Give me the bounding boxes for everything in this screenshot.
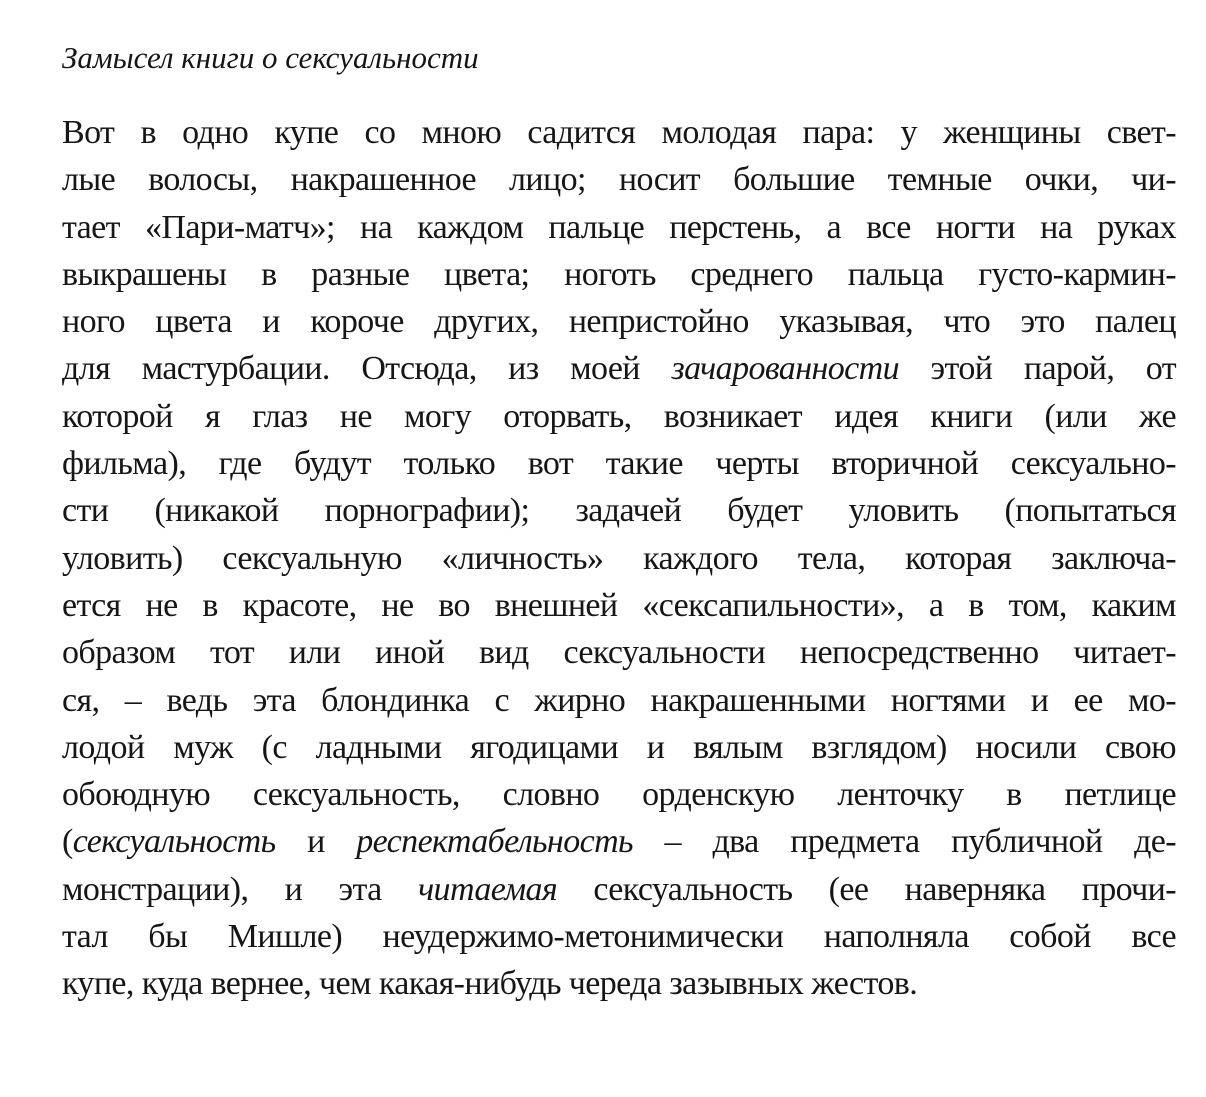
text-line	[62, 771, 1176, 818]
text-segment: лые волосы, накрашенное лицо; носит большие темные очки, чи-	[62, 161, 1176, 199]
italic-emphasis: респектабельность	[356, 823, 633, 861]
text-segment: и	[275, 823, 357, 861]
text-line	[62, 204, 1176, 251]
text-segment: – два предмета публичной де-	[632, 823, 1176, 861]
text-line	[62, 251, 1176, 298]
text-segment: тал бы Мишле) неудержимо-метонимически наполняла собой все	[62, 918, 1176, 956]
text-line	[62, 582, 1176, 629]
section-heading: Замысел книги о сексуальности	[62, 40, 479, 75]
body-paragraph	[62, 109, 1176, 1008]
text-segment: Вот в одно купе со мною садится молодая пара: у женщины свет-	[62, 114, 1177, 151]
text-line	[62, 724, 1176, 771]
text-line	[62, 393, 1176, 440]
text-segment: ся, – ведь эта блондинка с жирно накрашенными ногтями и ее мо-	[62, 681, 1177, 719]
text-segment: сти (никакой порнографии); задачей будет уловить (попытаться	[62, 492, 1177, 530]
text-segment: сексуальность (ее наверняка прочи-	[557, 870, 1176, 908]
text-segment: лодой муж (с ладными ягодицами и вялым взглядом) носили свою	[62, 728, 1176, 766]
text-segment: этой парой, от	[898, 350, 1176, 388]
text-line	[62, 487, 1176, 534]
text-segment: обоюдную сексуальность, словно орденскую ленточку в петлице	[62, 776, 1177, 814]
italic-emphasis: читаемая	[417, 870, 558, 908]
text-line	[62, 866, 1176, 913]
italic-emphasis: сексуальность	[72, 823, 276, 861]
text-line	[62, 913, 1176, 960]
text-line	[62, 298, 1176, 345]
text-line	[62, 109, 1176, 156]
text-segment: которой я глаз не могу оторвать, возникает идея книги (или же	[62, 397, 1176, 435]
text-segment: выкрашены в разные цвета; ноготь среднего пальца густо-кармин-	[62, 255, 1176, 293]
text-segment: монстрации), и эта	[62, 870, 418, 908]
text-segment: купе, куда вернее, чем какая-нибудь череда зазывных жестов.	[62, 965, 918, 1003]
text-segment: ется не в красоте, не во внешней «сексапильности», а в том, каким	[62, 586, 1176, 624]
text-segment: для мастурбации. Отсюда, из моей	[62, 350, 672, 388]
text-line	[62, 535, 1176, 582]
text-line	[62, 629, 1176, 676]
text-line	[62, 156, 1176, 203]
text-segment: фильма), где будут только вот такие черты вторичной сексуально-	[62, 445, 1177, 483]
text-line	[62, 440, 1176, 487]
text-segment: (	[62, 823, 73, 861]
text-line	[62, 677, 1176, 724]
text-segment: образом тот или иной вид сексуальности непосредственно читает-	[62, 634, 1176, 672]
text-segment: тает «Пари-матч»; на каждом пальце перстень, а все ногти на руках	[62, 208, 1176, 246]
italic-emphasis: зачарованности	[671, 350, 899, 388]
text-line	[62, 960, 1176, 1007]
text-segment: уловить) сексуальную «личность» каждого тела, которая заключа-	[62, 539, 1177, 577]
text-line	[62, 818, 1176, 865]
text-line	[62, 345, 1176, 392]
text-segment: ного цвета и короче других, непристойно указывая, что это палец	[62, 303, 1177, 341]
